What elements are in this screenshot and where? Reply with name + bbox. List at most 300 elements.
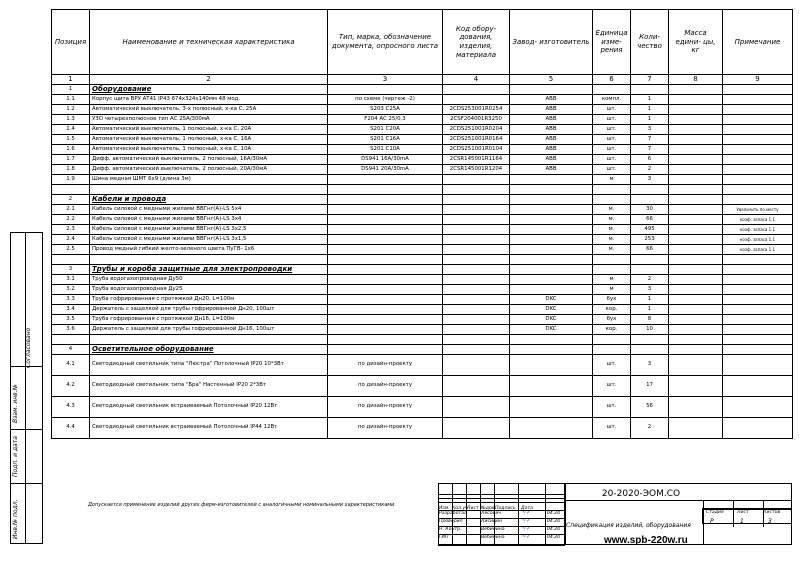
cell-unit: шт.	[593, 155, 631, 165]
stamp-person-name: Вебинина	[481, 527, 505, 532]
cell-unit: шт.	[593, 397, 631, 418]
cell-type: по дизайн-проекту	[328, 418, 443, 439]
cell-type	[328, 345, 443, 355]
signature-scribble: ~✓	[522, 526, 531, 532]
cell-unit	[593, 195, 631, 205]
cell-note: Увеличить по месту	[723, 205, 793, 215]
cell-code	[443, 376, 510, 397]
cell-code	[443, 95, 510, 105]
cell-code: 2CSF204001R3250	[443, 115, 510, 125]
table-row	[52, 295, 793, 305]
cell-pos: 2	[52, 195, 90, 205]
table-row	[52, 175, 793, 185]
cell-name: Дифф. автоматический выключатель, 2 полюсный, 20А/30мА	[90, 165, 328, 175]
column-number: 8	[669, 75, 723, 85]
cell-note	[723, 285, 793, 295]
cell-name: Автоматический выключатель, 1 полюсный, х-ка С, 10А	[90, 145, 328, 155]
cell-code	[443, 235, 510, 245]
cell-mass	[669, 195, 723, 205]
cell-type	[328, 85, 443, 95]
table-row	[52, 275, 793, 285]
column-number: 2	[90, 75, 328, 85]
cell-code	[443, 225, 510, 235]
cell-name	[90, 255, 328, 265]
table-row	[52, 165, 793, 175]
cell-type: S201 C10A	[328, 145, 443, 155]
cell-type	[328, 175, 443, 185]
cell-qty: 1	[631, 115, 669, 125]
column-number: 7	[631, 75, 669, 85]
inv-orig-label: Инв.№ подл.	[12, 499, 19, 539]
stamp-col-header: Дата	[521, 506, 533, 511]
cell-name: Кабель силовой с медными жилами ВВГнг(А)-LS 3х1,5	[90, 235, 328, 245]
cell-mass	[669, 295, 723, 305]
cell-code: 2CDS251001R0164	[443, 135, 510, 145]
stamp-grid-line	[703, 501, 704, 545]
cell-name: Кабель силовой с медными жилами ВВГнг(А)-LS 3х2,5	[90, 225, 328, 235]
cell-qty: 30	[631, 205, 669, 215]
cell-mass	[669, 115, 723, 125]
cell-unit: м.	[593, 205, 631, 215]
cell-maker	[510, 195, 593, 205]
cell-code	[443, 355, 510, 376]
cell-maker: ABB	[510, 115, 593, 125]
left-side-stamp	[10, 232, 43, 544]
sheet-label: Лист	[737, 510, 749, 515]
cell-pos: 1	[52, 85, 90, 95]
cell-type: DS941 20A/30mA	[328, 165, 443, 175]
cell-qty	[631, 345, 669, 355]
cell-name: Автоматический выключатель, 1 полюсный, х-ка С, 16А	[90, 135, 328, 145]
cell-code	[443, 325, 510, 335]
stamp-person-name: Вебинина	[481, 535, 505, 540]
cell-pos: 4.2	[52, 376, 90, 397]
stamp-date: 04.20	[547, 511, 561, 516]
cell-qty: 17	[631, 376, 669, 397]
stamp-col-header: №док.	[481, 506, 496, 511]
header-mass: Масса едини- цы, кг	[669, 10, 723, 75]
cell-maker	[510, 418, 593, 439]
cell-type	[328, 285, 443, 295]
cell-type: по дизайн-проекту	[328, 397, 443, 418]
cell-qty: 6	[631, 155, 669, 165]
cell-pos: 1.2	[52, 105, 90, 115]
cell-maker	[510, 215, 593, 225]
cell-note	[723, 255, 793, 265]
cell-name: Шина медная ШМТ 6х9 (длина 3м)	[90, 175, 328, 185]
column-number: 9	[723, 75, 793, 85]
cell-type: по схеме (чертеж -2)	[328, 95, 443, 105]
cell-maker: DKC	[510, 315, 593, 325]
cell-qty: 3	[631, 175, 669, 185]
cell-unit: кор.	[593, 305, 631, 315]
stamp-grid-line	[438, 545, 565, 546]
cell-name: Светодиодный светильник типа "Люстра" Потолочный IP20 10*3Вт	[90, 355, 328, 376]
cell-type	[328, 275, 443, 285]
cell-mass	[669, 275, 723, 285]
cell-maker	[510, 335, 593, 345]
cell-unit	[593, 335, 631, 345]
table-row	[52, 376, 793, 397]
cell-code: 2CSR145001R1204	[443, 165, 510, 175]
cell-qty: 3	[631, 125, 669, 135]
cell-qty	[631, 265, 669, 275]
cell-pos: 2.3	[52, 225, 90, 235]
specification-body	[52, 85, 793, 439]
cell-note	[723, 135, 793, 145]
cell-mass	[669, 135, 723, 145]
cell-code	[443, 195, 510, 205]
cell-code	[443, 397, 510, 418]
cell-note: коэф. запаса 1.1	[723, 235, 793, 245]
table-row	[52, 355, 793, 376]
cell-name: Держатель с защелкой для трубы гофрированной Дн20, 100шт	[90, 305, 328, 315]
column-number: 3	[328, 75, 443, 85]
table-row	[52, 105, 793, 115]
cell-name: Автоматический выключатель, 1 полюсный, х-ка С, 20А	[90, 125, 328, 135]
cell-unit: шт.	[593, 165, 631, 175]
cell-name: Автоматический выключатель, 3-х полюсный, х-ка С, 25А	[90, 105, 328, 115]
table-row	[52, 397, 793, 418]
cell-code	[443, 295, 510, 305]
column-number: 6	[593, 75, 631, 85]
cell-name: Оборудование	[90, 85, 328, 95]
cell-maker: ABB	[510, 105, 593, 115]
stamp-role: Н. Контр.	[439, 527, 462, 532]
cell-unit: шт.	[593, 115, 631, 125]
cell-note	[723, 105, 793, 115]
cell-mass	[669, 185, 723, 195]
cell-mass	[669, 285, 723, 295]
cell-unit	[593, 185, 631, 195]
stamp-role: Проверил	[439, 519, 463, 524]
cell-maker	[510, 185, 593, 195]
table-row	[52, 315, 793, 325]
cell-qty	[631, 85, 669, 95]
cell-qty: 8	[631, 315, 669, 325]
footnote: Допускается применение изделий других фирм-изготовителей с аналогичными номинальными характеристиками.	[88, 502, 396, 508]
cell-unit: м.	[593, 215, 631, 225]
table-row	[52, 135, 793, 145]
table-row	[52, 155, 793, 165]
cell-qty: 2	[631, 275, 669, 285]
cell-type: по дизайн-проекту	[328, 376, 443, 397]
cell-mass	[669, 105, 723, 115]
cell-qty: 56	[631, 397, 669, 418]
cell-pos: 1.7	[52, 155, 90, 165]
header-position: Позиция	[52, 10, 90, 75]
header-name: Наименование и техническая характеристика	[90, 10, 328, 75]
cell-mass	[669, 95, 723, 105]
cell-note	[723, 315, 793, 325]
cell-pos: 4.4	[52, 418, 90, 439]
cell-pos: 4.1	[52, 355, 90, 376]
cell-qty: 1	[631, 295, 669, 305]
cell-unit: компл.	[593, 95, 631, 105]
cell-type	[328, 185, 443, 195]
cell-mass	[669, 305, 723, 315]
cell-mass	[669, 225, 723, 235]
cell-unit	[593, 345, 631, 355]
cell-note	[723, 275, 793, 285]
document-title: Спецификация изделий, оборудования	[566, 522, 691, 529]
cell-mass	[669, 255, 723, 265]
column-number: 4	[443, 75, 510, 85]
table-row	[52, 235, 793, 245]
cell-maker	[510, 355, 593, 376]
cell-qty: 7	[631, 145, 669, 155]
cell-unit: м.	[593, 225, 631, 235]
cell-note	[723, 265, 793, 275]
agreed-label: Согласовано	[25, 327, 32, 368]
cell-mass	[669, 235, 723, 245]
cell-name: Кабели и провода	[90, 195, 328, 205]
cell-pos: 4.3	[52, 397, 90, 418]
cell-mass	[669, 355, 723, 376]
cell-maker: ABB	[510, 95, 593, 105]
cell-name: Труба гофрированная с протяжкой Дн20, L=100м	[90, 295, 328, 305]
stamp-grid-line	[545, 483, 546, 545]
table-row	[52, 95, 793, 105]
cell-name: Труба водогазопроводная Ду25	[90, 285, 328, 295]
cell-pos: 3.2	[52, 285, 90, 295]
cell-name: Дифф. автоматический выключатель, 2 полюсный, 16А/30мА	[90, 155, 328, 165]
cell-qty: 10	[631, 325, 669, 335]
stamp-role: Разработал	[439, 511, 467, 516]
cell-mass	[669, 335, 723, 345]
header-maker: Завод- изготовитель	[510, 10, 593, 75]
cell-name: Светодиодный светильник встраиваемый Потолочный IP20 12Вт	[90, 397, 328, 418]
cell-type	[328, 265, 443, 275]
cell-pos: 3.3	[52, 295, 90, 305]
cell-code: 2CSR145001R1164	[443, 155, 510, 165]
cell-pos: 3.1	[52, 275, 90, 285]
stamp-col-header: Подпись	[495, 506, 516, 511]
cell-note	[723, 355, 793, 376]
cell-name: Светодиодный светильник типа "Бра" Настенный IP20 2*3Вт	[90, 376, 328, 397]
cell-pos	[52, 185, 90, 195]
stamp-date: 04.20	[547, 527, 561, 532]
section-row	[52, 265, 793, 275]
cell-code	[443, 85, 510, 95]
cell-note	[723, 85, 793, 95]
cell-mass	[669, 85, 723, 95]
stamp-role: ГИП	[439, 535, 449, 540]
cell-note	[723, 175, 793, 185]
cell-name: Осветительное оборудование	[90, 345, 328, 355]
section-row	[52, 195, 793, 205]
cell-pos: 2.4	[52, 235, 90, 245]
cell-type	[328, 255, 443, 265]
header-code: Код обору- дования, изделия, материала	[443, 10, 510, 75]
cell-type	[328, 205, 443, 215]
header-row	[52, 10, 793, 75]
cell-code	[443, 305, 510, 315]
cell-code	[443, 245, 510, 255]
cell-name	[90, 335, 328, 345]
cell-note	[723, 115, 793, 125]
cell-code	[443, 205, 510, 215]
cell-pos: 3	[52, 265, 90, 275]
stamp-grid-line	[438, 494, 565, 495]
cell-code: 2CDS251001R0204	[443, 125, 510, 135]
cell-mass	[669, 325, 723, 335]
cell-qty: 2	[631, 165, 669, 175]
cell-pos: 1.1	[52, 95, 90, 105]
stage-value: Р	[710, 518, 714, 525]
cell-name: Провод медный гибкий желто-зеленого цвета ПуГВ- 1х6	[90, 245, 328, 255]
stamp-grid-line	[518, 483, 519, 545]
cell-pos	[52, 255, 90, 265]
cell-pos: 1.3	[52, 115, 90, 125]
cell-mass	[669, 125, 723, 135]
cell-maker: DKC	[510, 325, 593, 335]
website-watermark: www.spb-220w.ru	[604, 535, 688, 546]
cell-maker: ABB	[510, 165, 593, 175]
cell-name: УЗО четырехполюсное тип АС 25А/300мА	[90, 115, 328, 125]
cell-maker	[510, 345, 593, 355]
cell-mass	[669, 265, 723, 275]
cell-note	[723, 125, 793, 135]
cell-name: Кабель силовой с медными жилами ВВГнг(А)-LS 5х4	[90, 205, 328, 215]
stamp-date: 04.20	[547, 535, 561, 540]
header-unit: Единица изме- рения	[593, 10, 631, 75]
cell-pos: 3.4	[52, 305, 90, 315]
cell-pos: 2.1	[52, 205, 90, 215]
cell-type	[328, 295, 443, 305]
cell-pos: 3.6	[52, 325, 90, 335]
cell-note	[723, 376, 793, 397]
sheets-label: Листов	[763, 510, 781, 515]
cell-name: Светодиодный светильник встраиваемый Потолочный IP44 12Вт	[90, 418, 328, 439]
cell-mass	[669, 345, 723, 355]
cell-code: 2CDS253001R0254	[443, 105, 510, 115]
cell-mass	[669, 376, 723, 397]
cell-qty: 66	[631, 215, 669, 225]
sheets-value: 3	[768, 518, 772, 525]
cell-maker	[510, 397, 593, 418]
cell-pos: 1.4	[52, 125, 90, 135]
header-note: Примечание	[723, 10, 793, 75]
cell-type	[328, 245, 443, 255]
stage-label: Стадия	[706, 510, 724, 515]
cell-note	[723, 155, 793, 165]
cell-pos: 1.9	[52, 175, 90, 185]
cell-unit: м	[593, 285, 631, 295]
cell-unit: шт.	[593, 418, 631, 439]
cell-name: Труба гофрированная с протяжкой Дн16, L=100м	[90, 315, 328, 325]
cell-code	[443, 175, 510, 185]
cell-maker	[510, 225, 593, 235]
cell-note	[723, 295, 793, 305]
cell-note: коэф. запаса 1.1	[723, 225, 793, 235]
cell-note	[723, 335, 793, 345]
cell-maker: DKC	[510, 305, 593, 315]
cell-code	[443, 255, 510, 265]
cell-type	[328, 195, 443, 205]
table-row	[52, 145, 793, 155]
cell-note: коэф. запаса 1.1	[723, 215, 793, 225]
cell-maker: ABB	[510, 145, 593, 155]
cell-maker	[510, 285, 593, 295]
cell-mass	[669, 145, 723, 155]
section-row	[52, 345, 793, 355]
cell-type	[328, 215, 443, 225]
cell-qty	[631, 335, 669, 345]
spacer-row	[52, 255, 793, 265]
cell-maker: DKC	[510, 295, 593, 305]
cell-qty: 1	[631, 95, 669, 105]
cell-type	[328, 315, 443, 325]
cell-name: Держатель с защелкой для трубы гофрированной Дн16, 100шт	[90, 325, 328, 335]
cell-note	[723, 397, 793, 418]
table-row	[52, 325, 793, 335]
sheet-value: 1	[740, 518, 744, 525]
cell-maker	[510, 376, 593, 397]
cell-maker	[510, 175, 593, 185]
cell-type: по дизайн-проекту	[328, 355, 443, 376]
stamp-person-name: Лисицин	[481, 519, 503, 524]
sign-date-label: Подп. и дата	[12, 436, 19, 477]
cell-note	[723, 195, 793, 205]
cell-type	[328, 335, 443, 345]
specification-table	[51, 9, 793, 439]
cell-name: Труба водогазопроводная Ду50	[90, 275, 328, 285]
cell-maker	[510, 85, 593, 95]
cell-code: 2CDS251001R0104	[443, 145, 510, 155]
cell-qty: 66	[631, 245, 669, 255]
spacer-row	[52, 335, 793, 345]
cell-note	[723, 325, 793, 335]
cell-unit: шт.	[593, 125, 631, 135]
cell-unit: шт.	[593, 105, 631, 115]
cell-mass	[669, 397, 723, 418]
stamp-col-header: Кол.уч	[452, 506, 468, 511]
cell-qty: 495	[631, 225, 669, 235]
cell-maker	[510, 275, 593, 285]
signature-scribble: ~✓	[522, 534, 531, 540]
cell-pos: 1.5	[52, 135, 90, 145]
cell-qty: 3	[631, 285, 669, 295]
cell-name: Кабель силовой с медными жилами ВВГнг(А)-LS 3х4	[90, 215, 328, 225]
cell-mass	[669, 245, 723, 255]
signature-scribble: ~✓	[522, 518, 531, 524]
cell-unit: м	[593, 275, 631, 285]
cell-qty: 7	[631, 135, 669, 145]
stamp-person-name: Лесович	[481, 511, 502, 516]
cell-unit: м	[593, 175, 631, 185]
cell-name	[90, 185, 328, 195]
cell-mass	[669, 155, 723, 165]
cell-pos: 2.5	[52, 245, 90, 255]
table-row	[52, 418, 793, 439]
section-row	[52, 85, 793, 95]
cell-unit: шт.	[593, 355, 631, 376]
cell-type: F204 AC 25/0,3	[328, 115, 443, 125]
cell-note	[723, 185, 793, 195]
table-row	[52, 285, 793, 295]
cell-mass	[669, 205, 723, 215]
cell-qty: 2	[631, 418, 669, 439]
cell-code	[443, 315, 510, 325]
cell-type: DS941 16A/30mA	[328, 155, 443, 165]
cell-unit: шт.	[593, 145, 631, 155]
cell-type: S201 C16A	[328, 135, 443, 145]
cell-note	[723, 305, 793, 315]
inv-replace-label: Взам. инв.№	[12, 384, 19, 423]
document-code: 20-2020-ЭОМ.СО	[601, 489, 681, 499]
cell-mass	[669, 175, 723, 185]
